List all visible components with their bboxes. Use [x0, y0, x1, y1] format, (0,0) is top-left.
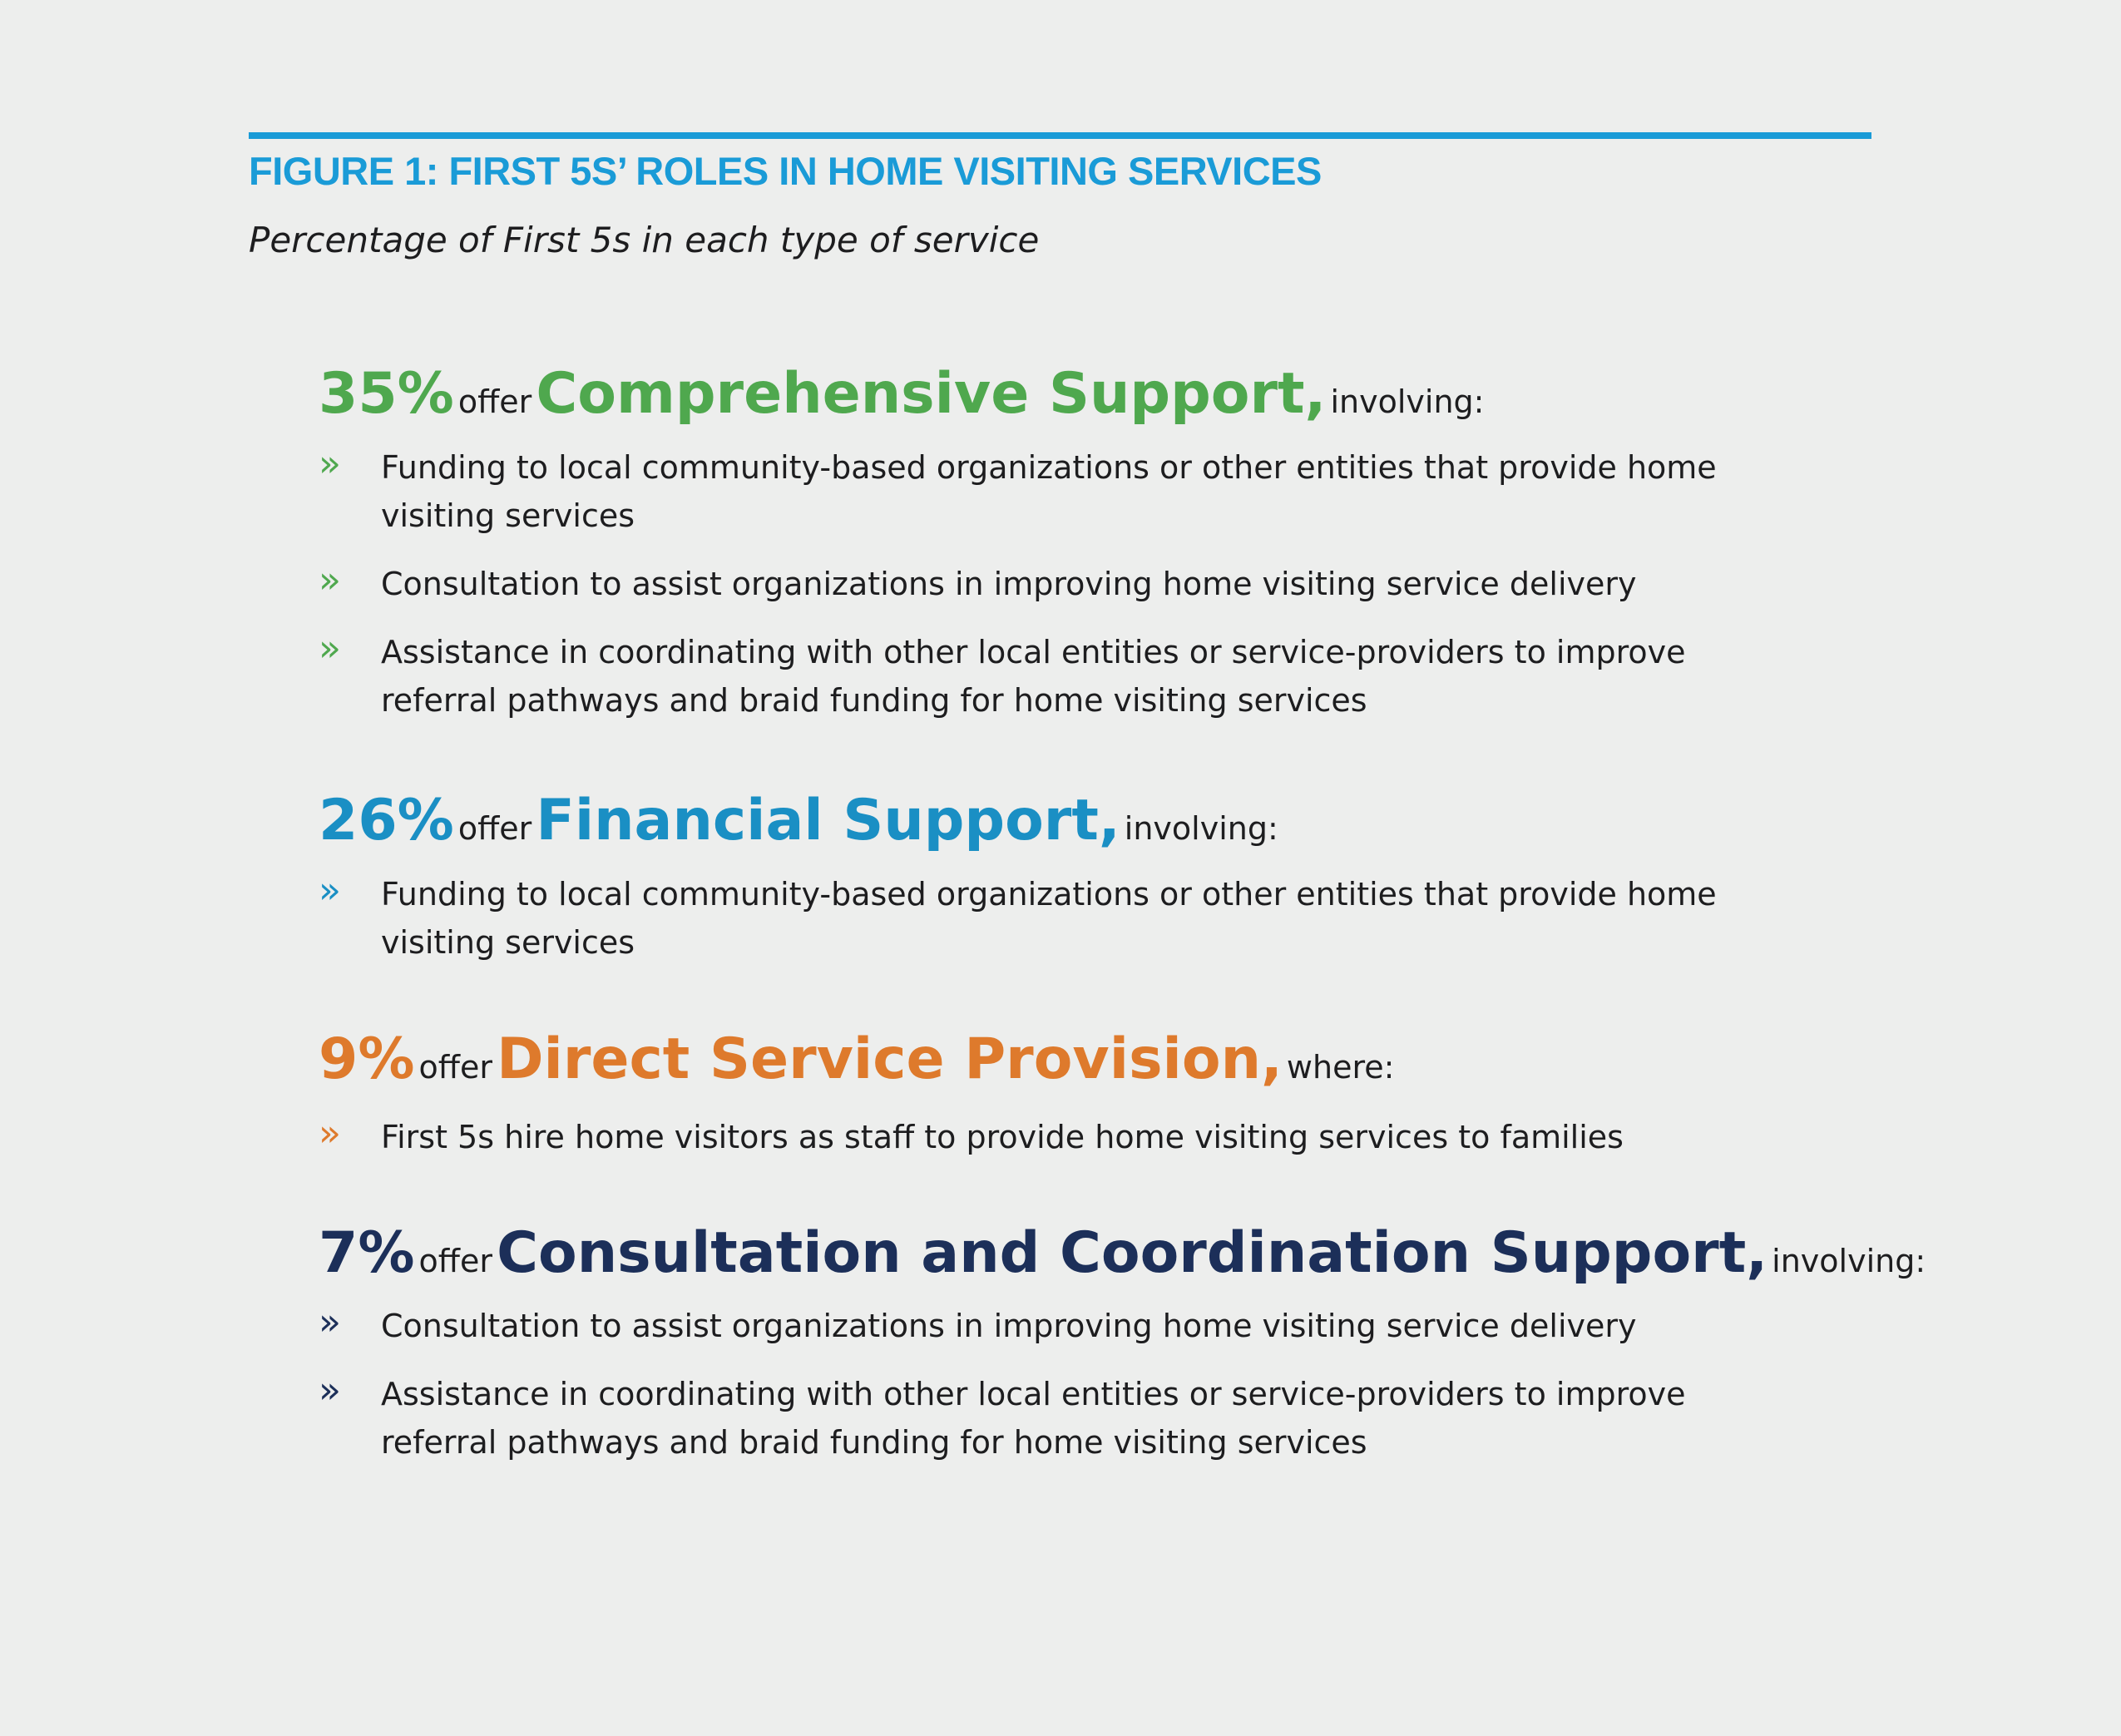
- section-tail-text: involving:: [1772, 1243, 1926, 1279]
- section-bullet-list: [319, 443, 1871, 725]
- list-item-text: Funding to local community-based organizations or other entities that provide home visiting services: [381, 876, 1717, 961]
- section-heading: [319, 788, 1871, 853]
- list-item-text: Funding to local community-based organizations or other entities that provide home visiting services: [381, 449, 1717, 534]
- double-chevron-right-icon: »: [319, 627, 341, 670]
- section-consultation-coordination-support: [319, 1220, 1926, 1466]
- figure-title: FIGURE 1: FIRST 5S’ ROLES IN HOME VISITING SERVICES: [249, 149, 1322, 193]
- double-chevron-right-icon: »: [319, 443, 341, 485]
- section-offer-text: offer: [418, 1243, 492, 1279]
- list-item: [319, 560, 1753, 608]
- double-chevron-right-icon: »: [319, 1301, 341, 1343]
- double-chevron-right-icon: »: [319, 1369, 341, 1412]
- list-item-text: Assistance in coordinating with other local entities or service-providers to improve referral pathways and braid funding for home visiting services: [381, 634, 1686, 719]
- section-category: Direct Service Provision,: [497, 1026, 1283, 1092]
- section-offer-text: offer: [457, 383, 532, 420]
- section-percent: 35%: [319, 361, 454, 427]
- section-heading: [319, 361, 1871, 427]
- section-direct-service-provision: [319, 1026, 1871, 1161]
- list-item: [319, 1113, 1753, 1161]
- list-item: [319, 1302, 1753, 1350]
- section-financial-support: [319, 788, 1871, 967]
- section-category: Consultation and Coordination Support,: [497, 1220, 1768, 1286]
- list-item: [319, 443, 1753, 540]
- section-heading: [319, 1220, 1926, 1286]
- figure-subtitle: Percentage of First 5s in each type of service: [249, 220, 1040, 260]
- list-item: [319, 1370, 1753, 1466]
- list-item: [319, 870, 1753, 967]
- section-comprehensive-support: [319, 361, 1871, 725]
- section-tail-text: involving:: [1330, 383, 1485, 420]
- section-offer-text: offer: [418, 1049, 492, 1086]
- list-item-text: First 5s hire home visitors as staff to provide home visiting services to families: [381, 1119, 1624, 1155]
- section-percent: 26%: [319, 788, 454, 853]
- section-heading: [319, 1026, 1871, 1092]
- section-category: Comprehensive Support,: [536, 361, 1327, 427]
- section-percent: 7%: [319, 1220, 415, 1286]
- double-chevron-right-icon: »: [319, 869, 341, 912]
- section-bullet-list: [319, 1113, 1871, 1161]
- list-item-text: Consultation to assist organizations in improving home visiting service delivery: [381, 1308, 1637, 1344]
- section-bullet-list: [319, 1302, 1871, 1466]
- section-percent: 9%: [319, 1026, 415, 1092]
- figure-top-rule: [249, 132, 1871, 139]
- section-offer-text: offer: [457, 810, 532, 847]
- list-item-text: Consultation to assist organizations in improving home visiting service delivery: [381, 566, 1637, 602]
- section-bullet-list: [319, 870, 1871, 967]
- double-chevron-right-icon: »: [319, 1112, 341, 1155]
- section-category: Financial Support,: [536, 788, 1120, 853]
- section-tail-text: involving:: [1124, 810, 1278, 847]
- list-item: [319, 628, 1753, 725]
- double-chevron-right-icon: »: [319, 559, 341, 601]
- list-item-text: Assistance in coordinating with other local entities or service-providers to improve referral pathways and braid funding for home visiting services: [381, 1376, 1686, 1461]
- section-tail-text: where:: [1286, 1049, 1395, 1086]
